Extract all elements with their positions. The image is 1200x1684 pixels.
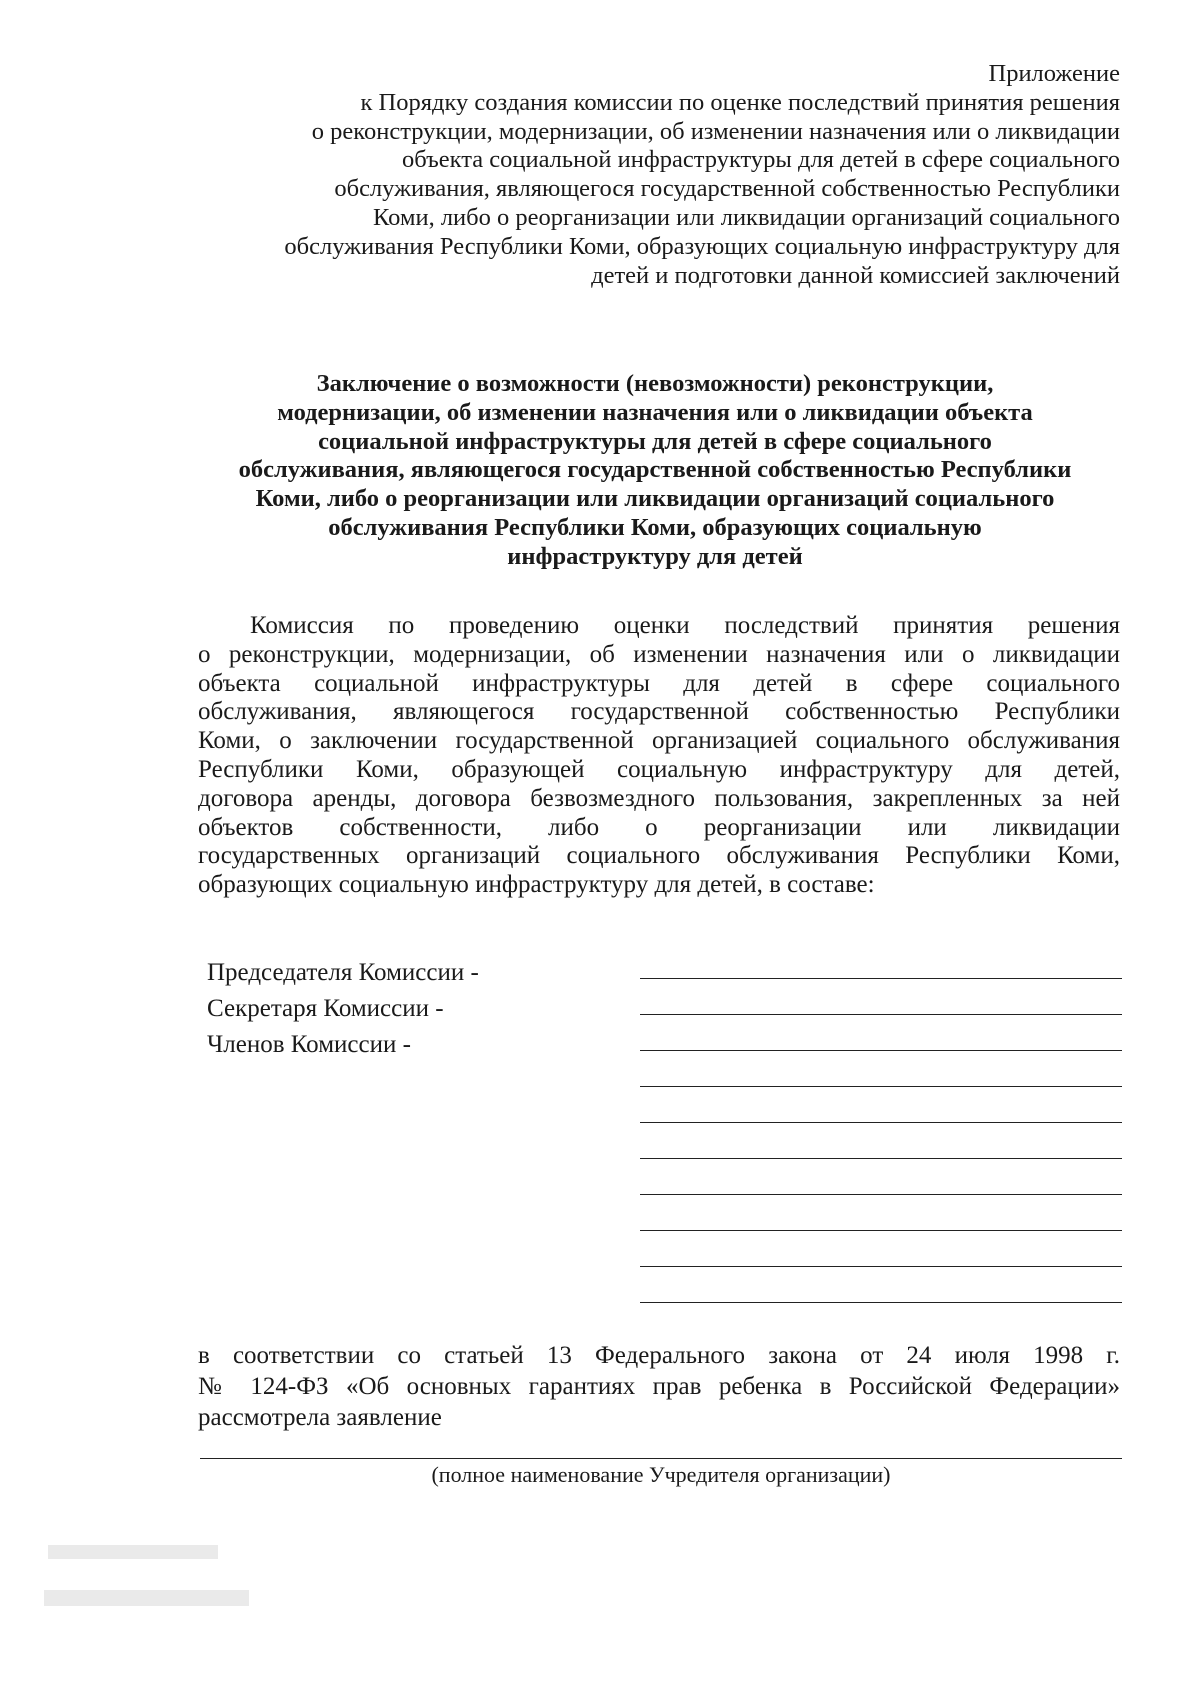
title-line: обслуживания Республики Коми, образующих социальную [328,513,982,541]
scan-artifact [48,1545,218,1559]
title-line: модернизации, об изменении назначения или о ликвидации объекта [277,398,1033,426]
member-name-line [640,1086,1122,1087]
body-line: Комиссия по проведению оценки последствий принятия решения [250,612,1120,639]
member-name-line [640,1050,1122,1051]
appendix-line: к Порядку создания комиссии по оценке последствий принятия решения [360,88,1120,116]
body-line: государственных организаций социального обслуживания Республики Коми, [198,842,1120,870]
founder-name-caption: (полное наименование Учредителя организации) [431,1462,891,1487]
closing-line: рассмотрела заявление [198,1404,442,1431]
closing-line: в соответствии со статьей 13 Федерального закона от 24 июля 1998 г. [198,1342,1120,1369]
member-name-line [640,1230,1122,1231]
appendix-line: о реконструкции, модернизации, об изменении назначения или о ликвидации [311,117,1120,145]
closing-line: № 124-ФЗ «Об основных гарантиях прав ребенка в Российской Федерации» [198,1373,1120,1400]
appendix-label: Приложение [988,60,1120,87]
body-line: объекта социальной инфраструктуры для детей в сфере социального [198,669,1120,697]
appendix-line: объекта социальной инфраструктуры для детей в сфере социального [402,146,1120,174]
member-name-line [640,1122,1122,1123]
body-line: о реконструкции, модернизации, об изменении назначения или о ликвидации [198,640,1120,668]
chairman-label: Председателя Комиссии - [207,959,479,986]
secretary-label: Секретаря Комиссии - [207,995,444,1022]
members-label: Членов Комиссии - [207,1031,411,1058]
body-line: объектов собственности, либо о реорганизации или ликвидации [198,813,1120,841]
founder-name-line [200,1458,1122,1459]
body-paragraph [198,612,1120,900]
chairman-name-line [640,978,1122,979]
appendix-line: Коми, либо о реорганизации или ликвидации организаций социального [373,203,1120,231]
title-line: социальной инфраструктуры для детей в сфере социального [318,427,992,455]
appendix-line: детей и подготовки данной комиссией заключений [591,261,1120,289]
title-line: обслуживания, являющегося государственной собственностью Республики [238,456,1072,484]
body-line: договора аренды, договора безвозмездного пользования, закрепленных за ней [198,784,1120,812]
body-line: образующих социальную инфраструктуру для детей, в составе: [198,871,875,899]
title-line: Заключение о возможности (невозможности) реконструкции, [316,370,994,397]
member-name-line [640,1158,1122,1159]
document-title [180,370,1130,572]
title-line: инфраструктуру для детей [507,542,803,570]
member-name-lines [640,978,1122,1338]
closing-paragraph [198,1340,1120,1433]
appendix-line: обслуживания Республики Коми, образующих социальную инфраструктуру для [284,232,1120,260]
member-name-line [640,1266,1122,1267]
body-line: обслуживания, являющегося государственной собственностью Республики [198,698,1120,726]
member-name-line [640,1194,1122,1195]
title-line: Коми, либо о реорганизации или ликвидации организаций социального [255,485,1055,513]
appendix-line: обслуживания, являющегося государственной собственностью Республики [334,175,1120,203]
body-line: Коми, о заключении государственной организацией социального обслуживания [198,727,1120,755]
scan-artifact [44,1590,249,1606]
secretary-name-line [640,1014,1122,1015]
member-name-line [640,1302,1122,1303]
body-line: Республики Коми, образующей социальную инфраструктуру для детей, [198,755,1120,783]
commission-members [207,955,479,1063]
appendix-header [190,60,1120,290]
